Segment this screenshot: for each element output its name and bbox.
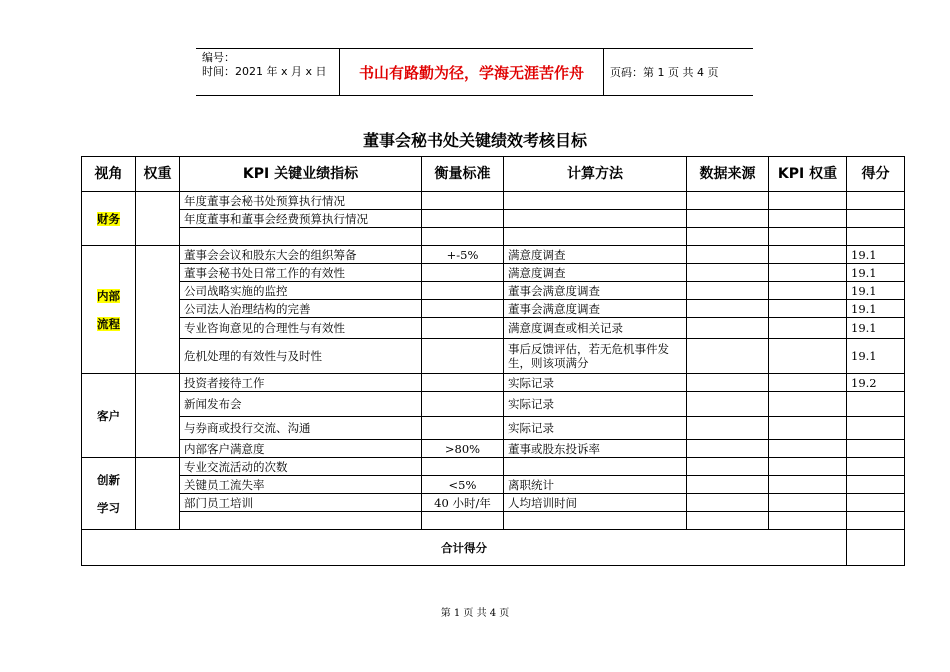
document-header	[196, 48, 753, 96]
source-cell	[687, 374, 769, 392]
kpi-weight-cell	[769, 210, 847, 228]
score-cell	[847, 440, 905, 458]
col-header-kpi-weight: KPI 权重	[769, 157, 847, 192]
standard-cell	[422, 282, 504, 300]
weight-cell	[136, 374, 180, 458]
score-cell	[847, 458, 905, 476]
kpi-cell: 危机处理的有效性与及时性	[180, 339, 422, 374]
weight-cell	[136, 246, 180, 374]
method-cell	[504, 192, 687, 210]
source-cell	[687, 192, 769, 210]
table-row	[82, 246, 905, 264]
kpi-cell: 部门员工培训	[180, 494, 422, 512]
source-cell	[687, 210, 769, 228]
standard-cell	[422, 192, 504, 210]
method-cell	[504, 512, 687, 530]
standard-cell: <5%	[422, 476, 504, 494]
col-header-perspective: 视角	[82, 157, 136, 192]
standard-cell: >80%	[422, 440, 504, 458]
standard-cell	[422, 374, 504, 392]
score-cell	[847, 494, 905, 512]
kpi-cell	[180, 512, 422, 530]
kpi-cell: 公司战略实施的监控	[180, 282, 422, 300]
standard-cell	[422, 512, 504, 530]
table-row	[82, 282, 905, 300]
source-cell	[687, 458, 769, 476]
score-cell: 19.2	[847, 374, 905, 392]
source-cell	[687, 246, 769, 264]
kpi-cell: 关键员工流失率	[180, 476, 422, 494]
kpi-cell: 投资者接待工作	[180, 374, 422, 392]
kpi-cell: 新闻发布会	[180, 392, 422, 417]
kpi-weight-cell	[769, 339, 847, 374]
total-row	[82, 530, 905, 566]
score-cell: 19.1	[847, 318, 905, 339]
kpi-weight-cell	[769, 192, 847, 210]
category-innovation: 创新 学习	[82, 458, 136, 530]
score-cell	[847, 192, 905, 210]
weight-cell	[136, 192, 180, 246]
kpi-cell: 专业咨询意见的合理性与有效性	[180, 318, 422, 339]
col-header-weight: 权重	[136, 157, 180, 192]
number-label: 编号：	[202, 51, 235, 64]
source-cell	[687, 339, 769, 374]
page-footer: 第 1 页 共 4 页	[440, 608, 510, 619]
source-cell	[687, 476, 769, 494]
kpi-weight-cell	[769, 494, 847, 512]
method-cell: 人均培训时间	[504, 494, 687, 512]
kpi-weight-cell	[769, 264, 847, 282]
standard-cell	[422, 264, 504, 282]
source-cell	[687, 264, 769, 282]
table-row	[82, 210, 905, 228]
kpi-weight-cell	[769, 512, 847, 530]
table-row	[82, 512, 905, 530]
col-header-standard: 衡量标准	[422, 157, 504, 192]
kpi-table	[81, 156, 905, 566]
method-cell: 实际记录	[504, 392, 687, 417]
table-row	[82, 374, 905, 392]
kpi-weight-cell	[769, 374, 847, 392]
standard-cell	[422, 458, 504, 476]
motto: 书山有路勤为径，学海无涯苦作舟	[340, 49, 604, 95]
table-row	[82, 264, 905, 282]
standard-cell	[422, 318, 504, 339]
method-cell: 实际记录	[504, 417, 687, 440]
method-cell	[504, 458, 687, 476]
kpi-weight-cell	[769, 300, 847, 318]
method-cell: 满意度调查或相关记录	[504, 318, 687, 339]
kpi-weight-cell	[769, 282, 847, 300]
col-header-source: 数据来源	[687, 157, 769, 192]
source-cell	[687, 282, 769, 300]
method-cell: 董事会满意度调查	[504, 282, 687, 300]
standard-cell	[422, 417, 504, 440]
col-header-score: 得分	[847, 157, 905, 192]
kpi-cell: 董事会秘书处日常工作的有效性	[180, 264, 422, 282]
table-row	[82, 476, 905, 494]
category-internal-process: 内部 流程	[82, 246, 136, 374]
method-cell	[504, 228, 687, 246]
source-cell	[687, 512, 769, 530]
score-cell	[847, 512, 905, 530]
category-customer: 客户	[82, 374, 136, 458]
standard-cell	[422, 300, 504, 318]
source-cell	[687, 494, 769, 512]
source-cell	[687, 392, 769, 417]
standard-cell	[422, 339, 504, 374]
source-cell	[687, 440, 769, 458]
standard-cell	[422, 392, 504, 417]
standard-cell: +-5%	[422, 246, 504, 264]
table-row	[82, 300, 905, 318]
table-row	[82, 339, 905, 374]
table-header-row	[82, 157, 905, 192]
method-cell: 满意度调查	[504, 246, 687, 264]
source-cell	[687, 228, 769, 246]
score-cell: 19.1	[847, 339, 905, 374]
table-row	[82, 392, 905, 417]
standard-cell	[422, 210, 504, 228]
table-row	[82, 318, 905, 339]
method-cell: 离职统计	[504, 476, 687, 494]
category-finance: 财务	[82, 192, 136, 246]
kpi-cell: 内部客户满意度	[180, 440, 422, 458]
kpi-weight-cell	[769, 476, 847, 494]
method-cell: 事后反馈评估，若无危机事件发生，则该项满分	[504, 339, 687, 374]
score-cell	[847, 476, 905, 494]
kpi-cell: 公司法人治理结构的完善	[180, 300, 422, 318]
source-cell	[687, 318, 769, 339]
source-cell	[687, 417, 769, 440]
kpi-weight-cell	[769, 440, 847, 458]
method-cell: 董事会满意度调查	[504, 300, 687, 318]
page-title: 董事会秘书处关键绩效考核目标	[362, 131, 587, 150]
kpi-cell: 年度董事和董事会经费预算执行情况	[180, 210, 422, 228]
col-header-method: 计算方法	[504, 157, 687, 192]
weight-cell	[136, 458, 180, 530]
score-cell	[847, 392, 905, 417]
kpi-cell	[180, 228, 422, 246]
kpi-weight-cell	[769, 417, 847, 440]
table-row	[82, 458, 905, 476]
total-score-cell	[847, 530, 905, 566]
kpi-weight-cell	[769, 228, 847, 246]
table-row	[82, 494, 905, 512]
kpi-cell: 董事会会议和股东大会的组织筹备	[180, 246, 422, 264]
header-meta	[196, 49, 340, 95]
table-row	[82, 440, 905, 458]
date-label: 时间：2021 年 x 月 x 日	[202, 65, 327, 78]
kpi-cell: 专业交流活动的次数	[180, 458, 422, 476]
table-row	[82, 228, 905, 246]
score-cell: 19.1	[847, 264, 905, 282]
kpi-weight-cell	[769, 392, 847, 417]
table-row	[82, 417, 905, 440]
score-cell: 19.1	[847, 282, 905, 300]
method-cell	[504, 210, 687, 228]
standard-cell	[422, 228, 504, 246]
method-cell: 实际记录	[504, 374, 687, 392]
score-cell: 19.1	[847, 300, 905, 318]
standard-cell: 40 小时/年	[422, 494, 504, 512]
table-row	[82, 192, 905, 210]
kpi-weight-cell	[769, 318, 847, 339]
col-header-kpi: KPI 关键业绩指标	[180, 157, 422, 192]
kpi-cell: 年度董事会秘书处预算执行情况	[180, 192, 422, 210]
total-label: 合计得分	[82, 530, 847, 566]
kpi-cell: 与券商或投行交流、沟通	[180, 417, 422, 440]
source-cell	[687, 300, 769, 318]
page-label: 页码：第 1 页 共 4 页	[610, 66, 719, 79]
kpi-weight-cell	[769, 246, 847, 264]
score-cell	[847, 228, 905, 246]
method-cell: 满意度调查	[504, 264, 687, 282]
score-cell	[847, 417, 905, 440]
score-cell	[847, 210, 905, 228]
method-cell: 董事或股东投诉率	[504, 440, 687, 458]
kpi-weight-cell	[769, 458, 847, 476]
score-cell: 19.1	[847, 246, 905, 264]
